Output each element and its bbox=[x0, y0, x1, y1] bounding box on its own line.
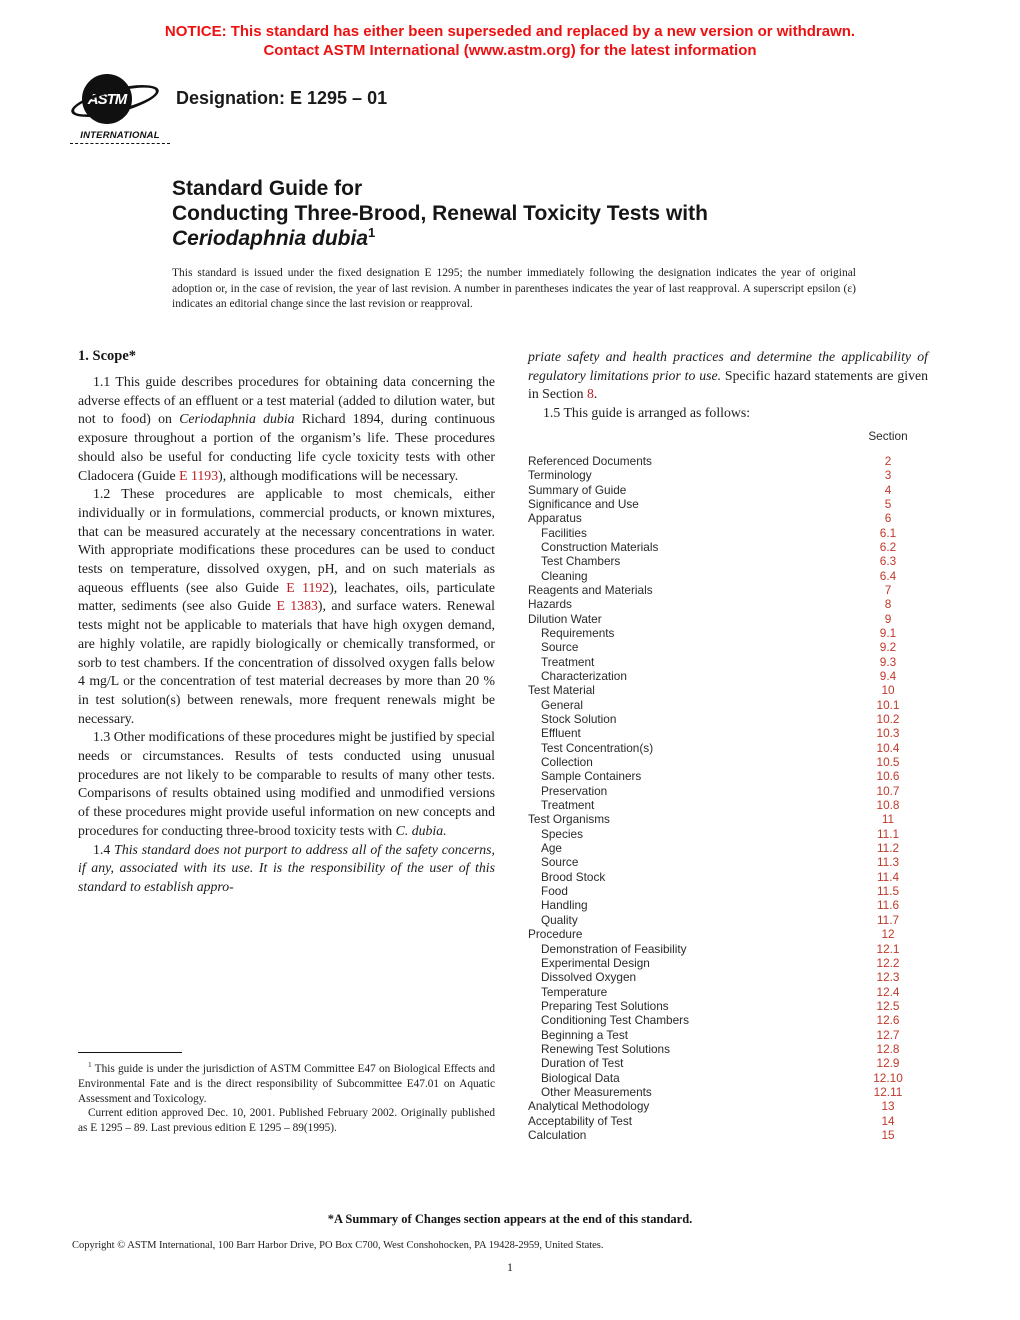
text-segment: Specific hazard statements are given in Section bbox=[528, 367, 928, 402]
toc-section-number[interactable]: 9 bbox=[884, 611, 892, 626]
toc-section-number[interactable]: 2 bbox=[884, 453, 892, 468]
document-reference-link[interactable]: E 1383 bbox=[276, 598, 318, 614]
toc-row bbox=[528, 1128, 928, 1142]
text-segment: C. dubia. bbox=[395, 822, 447, 838]
toc-section-number[interactable]: 12.6 bbox=[876, 1013, 900, 1028]
toc-row bbox=[528, 497, 928, 511]
toc-row bbox=[528, 612, 928, 626]
toc-row bbox=[528, 884, 928, 898]
toc-section-number[interactable]: 12.11 bbox=[873, 1084, 903, 1099]
toc-header-row bbox=[528, 429, 928, 443]
toc-entry-label: Test Material bbox=[528, 683, 595, 698]
designation-heading: Designation: E 1295 – 01 bbox=[176, 88, 388, 108]
toc-section-number[interactable]: 13 bbox=[881, 1099, 895, 1114]
toc-entry-label: Apparatus bbox=[528, 511, 582, 526]
text-segment: 1 bbox=[88, 1060, 92, 1070]
toc-section-number[interactable]: 11.3 bbox=[876, 855, 900, 870]
toc-entry-label: Food bbox=[541, 884, 568, 899]
toc-row bbox=[528, 726, 928, 740]
toc-entry-label: Handling bbox=[541, 898, 588, 913]
text-segment: 1.2 These procedures are applicable to most chemicals, either individually or in formulations, commercial products, or known mixtures, that can be measured accurately at the necessary concentrations in water. With appropriate modifications these procedures can be used to conduct tests on temperature, dissolved oxygen, pH, and on such materials as aqueous effluents (see also Guide bbox=[78, 486, 495, 595]
toc-section-number[interactable]: 11.5 bbox=[876, 884, 900, 899]
toc-row bbox=[528, 669, 928, 683]
toc-entry-label: Preservation bbox=[541, 783, 608, 798]
toc-section-number[interactable]: 6.2 bbox=[879, 539, 897, 554]
toc-section-number[interactable]: 10.2 bbox=[876, 712, 900, 726]
toc-section-number[interactable]: 6.4 bbox=[879, 568, 897, 583]
toc-entry-label: Calculation bbox=[528, 1127, 587, 1142]
toc-row bbox=[528, 540, 928, 554]
toc-entry-label: Test Concentration(s) bbox=[541, 740, 654, 755]
text-segment: Current edition approved Dec. 10, 2001. Published February 2002. Originally published as E 1295 – 89. Last previous edition E 1295 – 89(1995). bbox=[78, 1107, 495, 1135]
notice-line-2: Contact ASTM International (www.astm.org) for the latest information bbox=[263, 42, 757, 59]
toc-row bbox=[528, 1028, 928, 1042]
toc-section-number[interactable]: 14 bbox=[881, 1113, 895, 1128]
toc-entry-label: Duration of Test bbox=[541, 1056, 624, 1071]
toc-entry-label: Effluent bbox=[541, 726, 581, 741]
toc-section-number[interactable]: 12.5 bbox=[876, 998, 900, 1013]
toc-entry-label: Characterization bbox=[541, 668, 627, 683]
toc-section-number[interactable]: 8 bbox=[884, 597, 892, 612]
toc-row bbox=[528, 597, 928, 611]
toc-entry-label: Construction Materials bbox=[541, 539, 659, 554]
toc-section-number[interactable]: 10.1 bbox=[876, 697, 900, 712]
toc-row bbox=[528, 655, 928, 669]
toc-entry-label: Test Organisms bbox=[528, 812, 610, 827]
toc-row bbox=[528, 798, 928, 812]
toc-entry-label: Terminology bbox=[528, 468, 592, 483]
toc-entry-label: Stock Solution bbox=[541, 712, 617, 726]
toc-header-spacer bbox=[528, 429, 848, 443]
toc-entry-label: General bbox=[541, 697, 583, 712]
toc-section-column-header: Section bbox=[868, 428, 908, 443]
toc-section-number[interactable]: 10.8 bbox=[876, 798, 900, 813]
toc-row bbox=[528, 712, 928, 726]
toc-entry-label: Quality bbox=[541, 912, 578, 927]
toc-section-number[interactable]: 4 bbox=[884, 482, 892, 497]
text-segment: 1.3 Other modifications of these procedures might be justified by special needs or circumstances. Results of tests conducted using unusual procedures are not likely to be comparable to results of many other tests. Comparisons of results obtained using modified and unmodified versions of these procedures might provide useful information on new concepts and procedures for conducting three-brood toxicity tests with bbox=[78, 729, 495, 838]
text-segment: priate safety and health practices and determine the applicability of regulatory limitations prior to use. bbox=[528, 349, 928, 383]
toc-section-number[interactable]: 9.3 bbox=[879, 654, 897, 669]
text-segment: . bbox=[593, 386, 598, 402]
title-footnote-marker: 1 bbox=[368, 225, 376, 240]
title-line-2: Conducting Three-Brood, Renewal Toxicity Tests with bbox=[172, 202, 708, 225]
toc-row bbox=[528, 1056, 928, 1070]
page-number: 1 bbox=[507, 1260, 513, 1274]
toc-row bbox=[528, 640, 928, 654]
toc-row bbox=[528, 583, 928, 597]
species-name: Ceriodaphnia dubia bbox=[172, 227, 369, 250]
toc-entry-label: Source bbox=[541, 855, 579, 870]
text-segment: This standard does not purport to address all of the safety concerns, if any, associated with its use. It is the responsibility of the user of this standard to establish appro- bbox=[78, 841, 495, 894]
toc-row bbox=[528, 741, 928, 755]
toc-section-number[interactable]: 7 bbox=[884, 582, 892, 597]
copyright-line: Copyright © ASTM International, 100 Barr Harbor Drive, PO Box C700, West Conshohocken, PA 19428-2959, United States. bbox=[72, 1240, 604, 1251]
toc-section-number[interactable]: 6.3 bbox=[879, 554, 897, 569]
title-line-1: Standard Guide for bbox=[172, 177, 363, 200]
toc-section-number[interactable]: 11.7 bbox=[876, 912, 900, 927]
toc-section-number[interactable]: 10.6 bbox=[876, 769, 900, 784]
toc-row bbox=[528, 999, 928, 1013]
toc-entry-label: Test Chambers bbox=[541, 554, 621, 569]
toc-row bbox=[528, 569, 928, 583]
footnote-jurisdiction bbox=[78, 1062, 495, 1106]
toc-section-number[interactable]: 12.3 bbox=[876, 970, 900, 985]
toc-rows bbox=[528, 454, 928, 1143]
toc-section-number[interactable]: 11.1 bbox=[876, 826, 900, 841]
toc-entry-label: Experimental Design bbox=[541, 955, 650, 970]
toc-row bbox=[528, 841, 928, 855]
scope-section-heading: 1. Scope* bbox=[78, 348, 136, 364]
toc-row bbox=[528, 927, 928, 941]
toc-section-number[interactable]: 9.1 bbox=[879, 625, 897, 640]
toc-entry-label: Dilution Water bbox=[528, 611, 602, 626]
toc-entry-label: Requirements bbox=[541, 625, 615, 640]
paragraph-1-1 bbox=[78, 373, 495, 485]
toc-section-number[interactable]: 9.2 bbox=[879, 640, 897, 655]
toc-section-number[interactable]: 6 bbox=[884, 511, 892, 526]
toc-row bbox=[528, 942, 928, 956]
toc-entry-label: Analytical Methodology bbox=[528, 1099, 650, 1114]
toc-entry-label: Temperature bbox=[541, 984, 608, 999]
paragraph-1-4 bbox=[78, 841, 495, 897]
text-segment: 1.5 This guide is arranged as follows: bbox=[543, 405, 751, 421]
paragraph-1-5 bbox=[528, 404, 928, 423]
toc-entry-label: Biological Data bbox=[541, 1070, 620, 1085]
toc-row bbox=[528, 769, 928, 783]
toc-section-number[interactable]: 11 bbox=[881, 812, 895, 827]
toc-row bbox=[528, 468, 928, 482]
toc-section-number[interactable]: 12.2 bbox=[876, 955, 900, 970]
toc-row bbox=[528, 1114, 928, 1128]
toc-section-number[interactable]: 10.7 bbox=[876, 783, 900, 798]
toc-section-number[interactable]: 11.6 bbox=[876, 898, 900, 913]
toc-row bbox=[528, 526, 928, 540]
toc-row bbox=[528, 827, 928, 841]
toc-section-number[interactable]: 11.4 bbox=[876, 869, 900, 884]
document-reference-link[interactable]: E 1193 bbox=[179, 467, 219, 483]
astm-acronym: ASTM bbox=[87, 90, 127, 108]
document-reference-link[interactable]: 8 bbox=[587, 386, 594, 402]
paragraph-1-3 bbox=[78, 728, 495, 840]
toc-row bbox=[528, 855, 928, 869]
text-segment: This guide is under the jurisdiction of ASTM Committee E47 on Biological Effects and Environmental Fate and is the direct responsibility of Subcommittee E47.01 on Aquatic Assessment and Toxicology. bbox=[78, 1063, 495, 1105]
left-column bbox=[78, 348, 495, 897]
toc-section-number[interactable]: 10.4 bbox=[876, 740, 900, 755]
toc-section-number[interactable]: 12.4 bbox=[876, 984, 900, 999]
toc-entry-label: Summary of Guide bbox=[528, 482, 627, 497]
toc-row bbox=[528, 755, 928, 769]
paragraph-1-2 bbox=[78, 485, 495, 728]
toc-row bbox=[528, 956, 928, 970]
toc-row bbox=[528, 626, 928, 640]
toc-row bbox=[528, 698, 928, 712]
toc-entry-label: Facilities bbox=[541, 525, 587, 540]
toc-row bbox=[528, 1013, 928, 1027]
summary-of-changes-note: *A Summary of Changes section appears at the end of this standard. bbox=[327, 1212, 693, 1226]
toc-section-number[interactable]: 12.8 bbox=[876, 1041, 900, 1056]
toc-entry-label: Significance and Use bbox=[528, 496, 639, 511]
toc-entry-label: Age bbox=[541, 841, 562, 856]
toc-row bbox=[528, 784, 928, 798]
toc-row bbox=[528, 970, 928, 984]
toc-row bbox=[528, 554, 928, 568]
toc-entry-label: Source bbox=[541, 640, 579, 655]
toc-entry-label: Species bbox=[541, 826, 583, 841]
supersession-notice bbox=[0, 22, 1020, 60]
toc-entry-label: Renewing Test Solutions bbox=[541, 1041, 670, 1056]
toc-section-number[interactable]: 10.5 bbox=[876, 755, 900, 770]
toc-entry-label: Demonstration of Feasibility bbox=[541, 941, 687, 956]
right-column bbox=[528, 348, 928, 1142]
toc-section-number[interactable]: 9.4 bbox=[879, 668, 897, 683]
text-segment: ), leachates, oils, particulate matter, sediments (see also Guide bbox=[78, 579, 495, 614]
toc-section-number[interactable]: 12 bbox=[881, 927, 895, 942]
astm-logo bbox=[70, 72, 176, 154]
toc-entry-label: Sample Containers bbox=[541, 769, 642, 784]
toc-row bbox=[528, 898, 928, 912]
toc-entry-label: Beginning a Test bbox=[541, 1027, 629, 1042]
toc-section-number[interactable]: 15 bbox=[881, 1127, 895, 1142]
text-segment: 1.4 bbox=[93, 841, 115, 857]
toc-row bbox=[528, 483, 928, 497]
text-segment: 1.1 This guide describes procedures for obtaining data concerning the adverse effects of an effluent or a test material (added to dilution water, but not to food) on bbox=[78, 374, 495, 427]
toc-entry-label: Referenced Documents bbox=[528, 453, 652, 468]
toc-entry-label: Dissolved Oxygen bbox=[541, 970, 637, 985]
toc-row bbox=[528, 870, 928, 884]
footnote-edition bbox=[78, 1106, 495, 1136]
toc-entry-label: Collection bbox=[541, 755, 593, 770]
document-reference-link[interactable]: E 1192 bbox=[286, 579, 330, 595]
astm-international-label: INTERNATIONAL bbox=[70, 130, 170, 144]
footnote-divider bbox=[78, 1052, 182, 1053]
toc-entry-label: Acceptability of Test bbox=[528, 1113, 633, 1128]
paragraph-1-4-continued bbox=[528, 348, 928, 404]
toc-section-number[interactable]: 5 bbox=[884, 496, 892, 511]
toc-section-number[interactable]: 12.10 bbox=[873, 1070, 903, 1085]
toc-entry-label: Preparing Test Solutions bbox=[541, 998, 669, 1013]
toc-section-number[interactable]: 10.3 bbox=[876, 726, 900, 741]
text-segment: Ceriodaphnia dubia bbox=[179, 411, 295, 427]
toc-entry-label: Hazards bbox=[528, 597, 572, 612]
toc-entry-label: Other Measurements bbox=[541, 1084, 652, 1099]
toc-entry-label: Cleaning bbox=[541, 568, 588, 583]
text-segment: ), and surface waters. Renewal tests might not be applicable to materials that have high oxygen demand, are highly volatile, are rapidly biologically or chemically transformed, or sorb to test chambers. If the concentration of dissolved oxygen falls below 4 mg/L or the concentration of test material decreases by more than 20 % in test solution(s) between renewals, more frequent renewals might be necessary. bbox=[78, 598, 495, 726]
toc-row bbox=[528, 1099, 928, 1113]
toc-row bbox=[528, 812, 928, 826]
toc-section-number[interactable]: 10 bbox=[881, 683, 895, 698]
text-segment: Richard 1894, during continuous exposure throughout a portion of the organism’s life. These procedures should also be useful for conducting life cycle toxicity tests with other Cladocera (Guide bbox=[78, 411, 495, 483]
text-segment: ), although modifications will be necessary. bbox=[218, 467, 459, 483]
toc-row bbox=[528, 511, 928, 525]
toc-row bbox=[528, 683, 928, 697]
standard-title bbox=[172, 176, 872, 251]
toc-section-number[interactable]: 3 bbox=[884, 468, 892, 483]
toc-section-number[interactable]: 12.7 bbox=[876, 1027, 900, 1042]
toc-entry-label: Brood Stock bbox=[541, 869, 606, 884]
toc-section-number[interactable]: 6.1 bbox=[879, 525, 897, 540]
toc-entry-label: Reagents and Materials bbox=[528, 582, 653, 597]
toc-row bbox=[528, 913, 928, 927]
toc-entry-label: Procedure bbox=[528, 927, 583, 942]
toc-row bbox=[528, 1042, 928, 1056]
toc-row bbox=[528, 1085, 928, 1099]
toc-section-number[interactable]: 11.2 bbox=[876, 841, 900, 856]
notice-line-1: NOTICE: This standard has either been superseded and replaced by a new version or withdrawn. bbox=[164, 23, 856, 40]
table-of-contents bbox=[528, 429, 928, 1143]
toc-row bbox=[528, 1071, 928, 1085]
issued-under-note: This standard is issued under the fixed designation E 1295; the number immediately following the designation indicates the year of original adoption or, in the case of revision, the year of last revision. A number in parentheses indicates the year of last reapproval. A superscript epsilon (ε) indicates an editorial change since the last revision or reapproval. bbox=[172, 267, 856, 310]
title-line-3 bbox=[172, 226, 872, 251]
toc-entry-label: Treatment bbox=[541, 654, 595, 669]
footnote-block bbox=[78, 1052, 495, 1136]
toc-entry-label: Conditioning Test Chambers bbox=[541, 1013, 689, 1028]
toc-row bbox=[528, 985, 928, 999]
toc-section-number[interactable]: 12.1 bbox=[876, 941, 900, 956]
toc-entry-label: Treatment bbox=[541, 798, 595, 813]
toc-row bbox=[528, 454, 928, 468]
toc-section-number[interactable]: 12.9 bbox=[876, 1056, 900, 1071]
